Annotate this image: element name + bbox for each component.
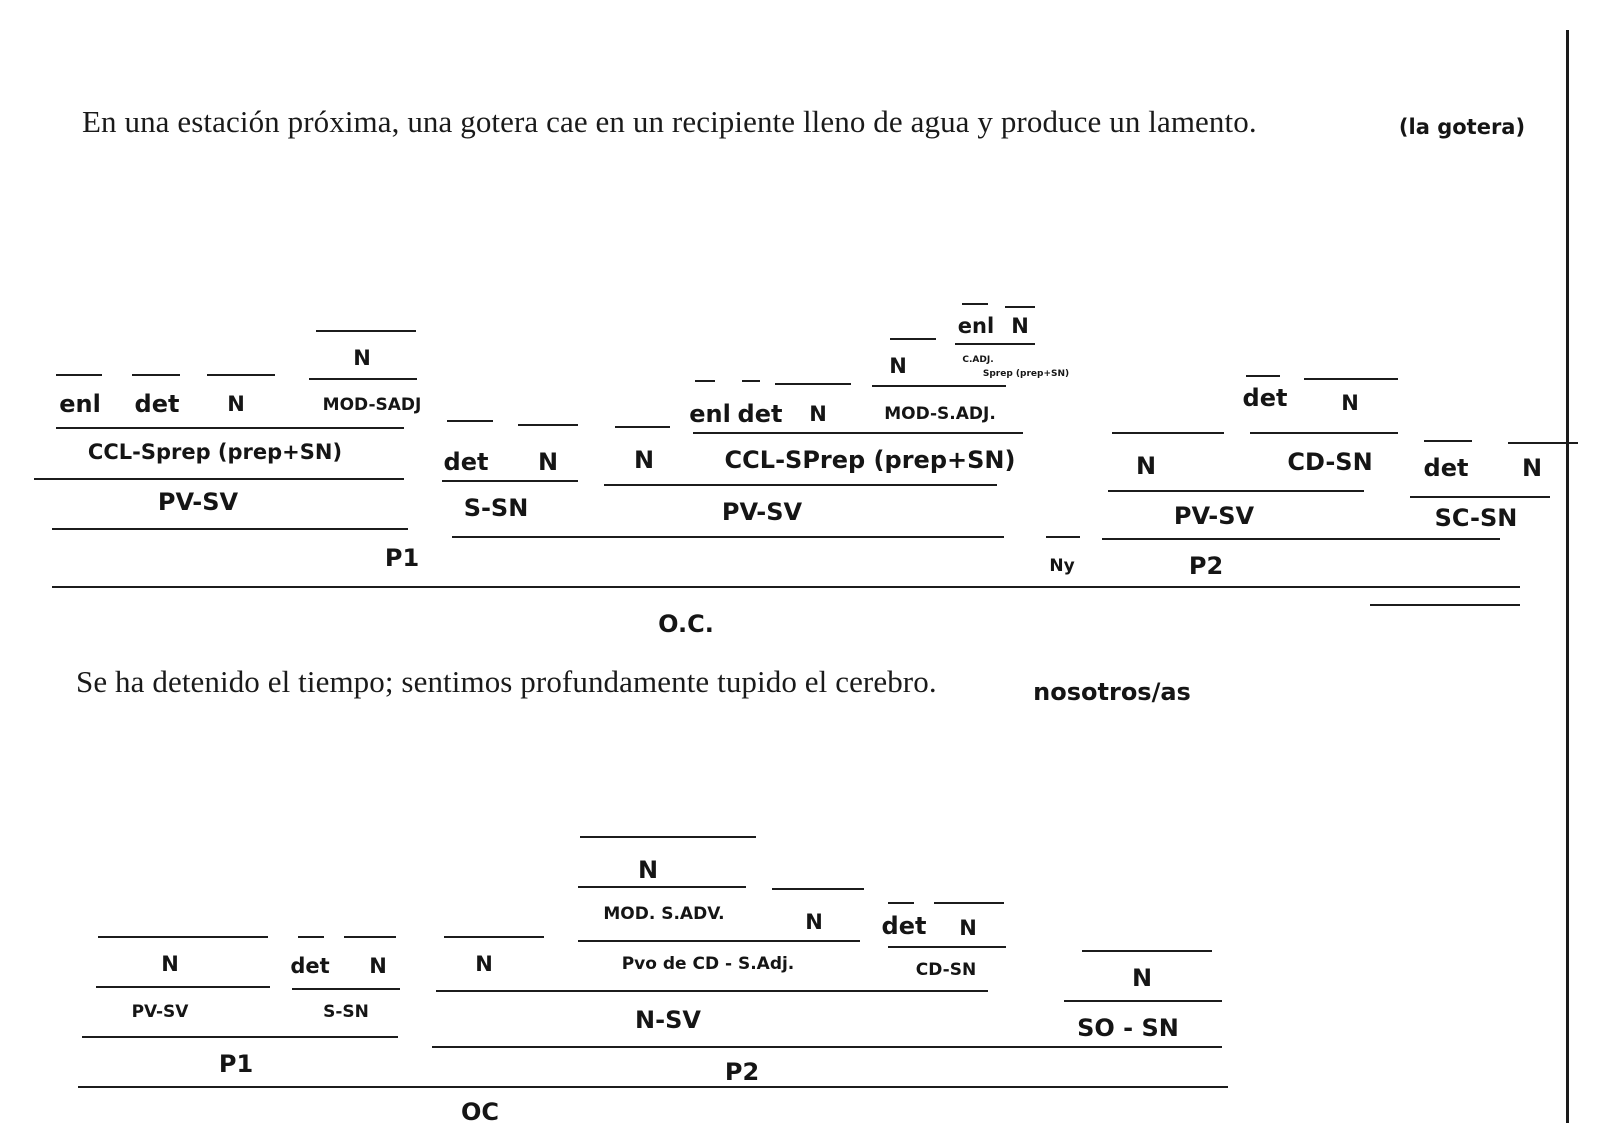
tree2-n-5: N (805, 910, 823, 934)
tree1-ny: Ny (1049, 556, 1075, 576)
tree1-ccl-sprep: CCL-Sprep (prep+SN) (87, 440, 343, 464)
rule (1304, 378, 1398, 380)
tree1-c-adj: C.ADJ. (962, 355, 994, 365)
rule (344, 936, 396, 938)
rule (695, 380, 715, 382)
tree1-sprep: Sprep (prep+SN) (982, 369, 1070, 379)
rule (447, 420, 493, 422)
rule (436, 990, 988, 992)
tree2-p1: P1 (218, 1050, 254, 1078)
tree1-pv-sv-3: PV-SV (1173, 502, 1255, 530)
rule (52, 528, 408, 530)
tree1-mod-sadj: MOD-SADJ (322, 395, 422, 415)
rule (207, 374, 275, 376)
tree1-det-3: det (737, 400, 783, 428)
sentence-1-text: En una estación próxima, una gotera cae en un recipiente lleno de agua y produce un lamento. (82, 104, 1257, 139)
rule (1082, 950, 1212, 952)
rule (98, 936, 268, 938)
rule (955, 343, 1035, 345)
rule (1370, 604, 1520, 606)
rule (934, 902, 1004, 904)
rule (962, 303, 988, 305)
rule (1102, 538, 1500, 540)
tree1-n-3: N (633, 446, 655, 474)
tree1-ccl-sprep-2: CCL-SPrep (prep+SN) (724, 446, 1016, 474)
rule (1424, 440, 1472, 442)
tree2-det-2: det (881, 912, 927, 940)
sentence-1-note: (la gotera) (1398, 115, 1526, 139)
rule (890, 338, 936, 340)
rule (580, 836, 756, 838)
tree2-s-sn: S-SN (323, 1002, 369, 1022)
tree1-pv-sv-2: PV-SV (721, 498, 803, 526)
tree2-n-1: N (161, 952, 179, 976)
rule (444, 936, 544, 938)
tree1-n-5: N (889, 354, 907, 378)
tree1-det-4: det (1242, 384, 1288, 412)
tree1-n-2: N (537, 448, 559, 476)
sentence-2-note: nosotros/as (1033, 678, 1191, 706)
tree1-oc: O.C. (658, 610, 714, 638)
tree2-oc: OC (460, 1098, 500, 1126)
rule (52, 586, 1520, 588)
tree2-mod-sadv: MOD. S.ADV. (603, 904, 725, 924)
rule (578, 886, 746, 888)
rule (1005, 306, 1035, 308)
tree1-n-7: N (1135, 452, 1157, 480)
tree2-so-sn: SO - SN (1077, 1014, 1179, 1042)
tree1-mod-sadj-2: MOD-S.ADJ. (884, 404, 996, 424)
rule (298, 936, 324, 938)
tree2-n-7: N (1131, 964, 1153, 992)
rule (56, 427, 404, 429)
rule (1246, 375, 1280, 377)
rule (452, 536, 1004, 538)
rule (518, 424, 578, 426)
tree2-det-1: det (290, 954, 330, 978)
tree1-pv-sv: PV-SV (157, 488, 239, 516)
tree1-n-4: N (809, 402, 827, 426)
tree1-cd-sn: CD-SN (1287, 448, 1373, 476)
rule (292, 988, 400, 990)
rule (442, 480, 578, 482)
rule (693, 432, 1023, 434)
tree2-pv-sv: PV-SV (131, 1002, 189, 1022)
tree2-n-4: N (475, 952, 493, 976)
rule (1410, 496, 1550, 498)
rule (56, 374, 102, 376)
rule (309, 378, 417, 380)
sentence-2-text: Se ha detenido el tiempo; sentimos profundamente tupido el cerebro. (76, 664, 937, 699)
rule (96, 986, 270, 988)
rule (1508, 442, 1578, 444)
tree1-enl-3: enl (957, 314, 995, 338)
rule (82, 1036, 398, 1038)
tree1-det-2: det (443, 448, 489, 476)
rule (132, 374, 180, 376)
rule (775, 383, 851, 385)
rule (34, 478, 404, 480)
tree1-enl: enl (59, 390, 101, 418)
rule (604, 484, 997, 486)
tree1-n-mod: N (353, 346, 371, 370)
tree2-pvo-cd: Pvo de CD - S.Adj. (621, 954, 795, 974)
tree1-p2: P2 (1188, 552, 1224, 580)
tree1-det: det (134, 390, 180, 418)
tree1-sc-sn: SC-SN (1434, 504, 1518, 532)
rule (1112, 432, 1224, 434)
tree1-n: N (227, 392, 245, 416)
rule (872, 385, 1006, 387)
rule (78, 1086, 1228, 1088)
tree2-cd-sn: CD-SN (915, 960, 977, 980)
tree1-enl-2: enl (689, 400, 731, 428)
tree1-s-sn: S-SN (463, 494, 529, 522)
tree1-p1: P1 (384, 544, 420, 572)
rule (742, 380, 760, 382)
rule (1250, 432, 1398, 434)
rule (1046, 536, 1080, 538)
rule (888, 902, 914, 904)
rule (1064, 1000, 1222, 1002)
right-margin-line (1566, 30, 1569, 1123)
rule (432, 1046, 1222, 1048)
tree1-n-8: N (1341, 391, 1359, 415)
rule (578, 940, 860, 942)
tree2-n-sv: N-SV (635, 1006, 701, 1034)
rule (1108, 490, 1364, 492)
tree2-n-3: N (637, 856, 659, 884)
tree1-n-9: N (1521, 454, 1543, 482)
tree2-n-2: N (369, 954, 387, 978)
rule (772, 888, 864, 890)
rule (888, 946, 1006, 948)
rule (316, 330, 416, 332)
tree2-n-6: N (959, 916, 977, 940)
rule (615, 426, 670, 428)
tree2-p2: P2 (724, 1058, 760, 1086)
tree1-det-5: det (1423, 454, 1469, 482)
tree1-n-6: N (1011, 314, 1029, 338)
